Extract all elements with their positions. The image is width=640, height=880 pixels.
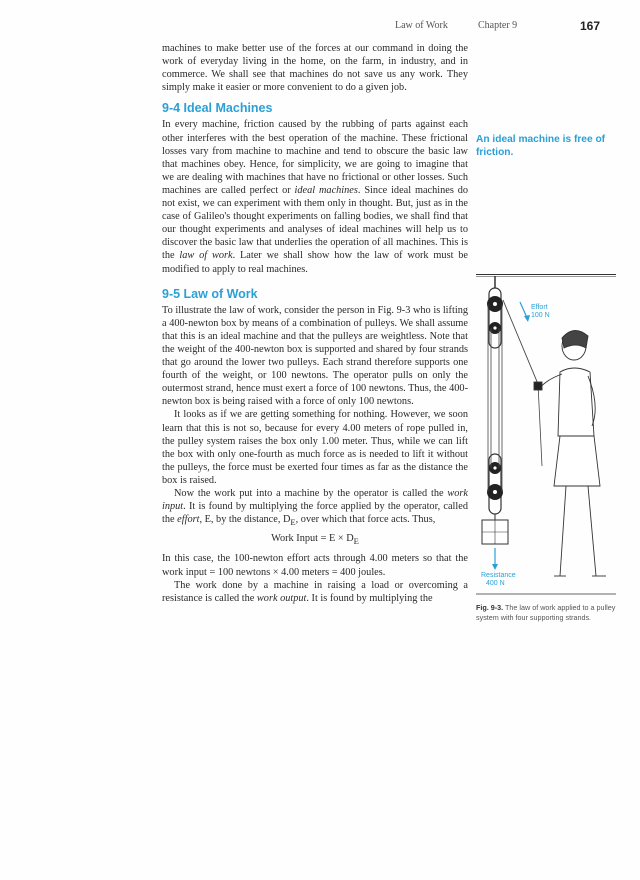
lower-pulley-axle-1 (493, 466, 496, 469)
figure-top-rule (476, 274, 616, 275)
effort-value: 100 N (531, 312, 550, 319)
figure-caption: Fig. 9-3. The law of work applied to a pulley system with four supporting strands. (476, 603, 616, 622)
section-heading-ideal-machines: 9-4 Ideal Machines (162, 101, 273, 116)
section-heading-law-of-work: 9-5 Law of Work (162, 286, 258, 301)
person-arm-left (540, 374, 562, 388)
person-illustration (534, 330, 606, 576)
law-of-work-paragraph-5: The work done by a machine in raising a load or overcoming a resistance is called the work output. It is found by multiplying the (162, 579, 468, 604)
law-of-work-paragraph-4: In this case, the 100-newton effort acts through 4.00 meters so that the work input = 100 newtons × 4.00 meters = 400 joules. (162, 553, 468, 578)
upper-pulley-axle-1 (493, 302, 497, 306)
page-number: 167 (579, 19, 600, 33)
intro-paragraph: machines to make better use of the forces at our command in doing the work of everyday living in the home, on the farm, in industry, and in commerce. We shall see that machines do not save us any work. They simply make it easier or more convenient to do a given job. (162, 43, 468, 94)
margin-note: An ideal machine is free of friction. (476, 134, 606, 158)
effort-arrow-head (524, 315, 530, 322)
lower-pulley-axle-2 (493, 490, 497, 494)
rope-tail (538, 384, 542, 466)
effort-label: Effort (531, 304, 548, 311)
resistance-label: Resistance (481, 572, 516, 579)
ideal-machines-paragraph: In every machine, friction caused by the rubbing of parts against each other interferes with the best operation of the machine. These frictional losses vary from machine to machine and tend to obscure the basic law that machines obey. Hence, for simplicity, we are going to imagine that we are dealing with machines that have no frictional or other losses. Such machines are called perfect or ideal machines. Since ideal machines do not exist, we can experiment with them only in thought. But, just as in the case of Galileo's thought experiments on falling bodies, we shall find that our thought experiments and analyses of ideal machines will help us to discover the basic law that underlies the operation of all machines. This is the law of work. Later we shall show how the law of work must be modified to apply to real machines. (162, 119, 468, 275)
pulley-figure (476, 276, 616, 596)
law-of-work-paragraph-2: It looks as if we are getting something for nothing. However, we soon learn that this is not so, because for every 4.00 meters of rope pulled in, the pulley system raises the box only 1.00 meter. Thus, while we can lift the box with only one-fourth as much force as is needed to lift it without the pulleys, the force must be exerted four times as far as the distance the box is raised. (162, 409, 468, 486)
law-of-work-paragraph-3: Now the work put into a machine by the operator is called the work input. It is found by multiplying the force applied by the operator, called the effort, E, by the distance, $D_E$, over which that force acts. Thus, (162, 488, 468, 528)
running-head-title: Law of Work (395, 20, 448, 31)
person-leg-left (560, 486, 566, 576)
main-column (162, 42, 468, 605)
person-skirt (554, 436, 600, 486)
law-of-work-paragraph-1: To illustrate the law of work, consider the person in Fig. 9-3 who is lifting a 400-newton box by means of a combination of pulleys. We shall assume that this is an ideal machine and that the pulleys are weightless. Note that the weight of the 400-newton box is supported and shared by four strands that go around the lower two pulleys. Each strand therefore supports one fourth of the weight, or 100 newtons. The operator pulls on only the outermost strand, hence must exert a force of 100 newtons. Thus, the 400-newton box is being raised with a force of only 100 newtons. (162, 304, 468, 408)
running-head-chapter: Chapter 9 (478, 20, 518, 31)
person-hair (562, 330, 588, 348)
person-leg-right (588, 486, 596, 576)
work-input-equation: Work Input = $E \times D_E$ (271, 533, 359, 547)
resistance-value: 400 N (486, 580, 505, 587)
resistance-arrow-head (492, 564, 498, 570)
upper-pulley-axle-2 (493, 326, 496, 329)
person-hand (534, 382, 542, 390)
